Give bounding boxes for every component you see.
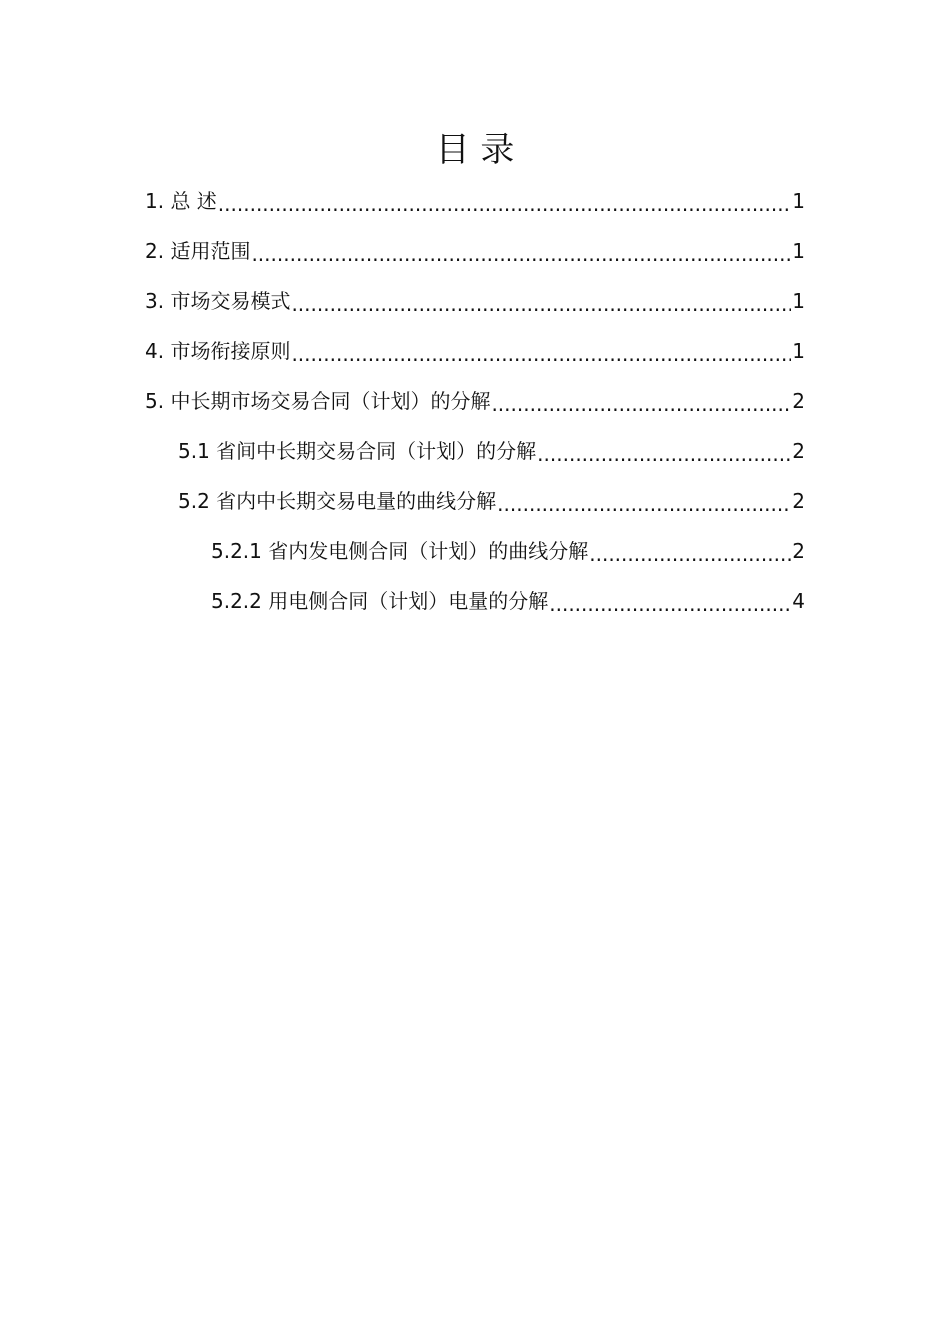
toc-dot-leader xyxy=(291,329,791,376)
toc-title: 目 录 xyxy=(435,130,515,170)
toc-entry[interactable] xyxy=(178,476,805,526)
toc-entry[interactable] xyxy=(178,426,805,476)
toc-entry-page: 2 xyxy=(792,389,805,413)
toc-dot-leader xyxy=(491,379,791,426)
toc-entry-text: 5.2 省内中长期交易电量的曲线分解 xyxy=(178,489,497,513)
toc-entry[interactable] xyxy=(145,176,805,226)
toc-entry[interactable] xyxy=(145,326,805,376)
toc-entry-text: 2. 适用范围 xyxy=(145,239,251,263)
toc-entry-text: 5.1 省间中长期交易合同（计划）的分解 xyxy=(178,439,537,463)
toc-entry-text: 5.2.1 省内发电侧合同（计划）的曲线分解 xyxy=(211,539,589,563)
toc-entry-text: 5.2.2 用电侧合同（计划）电量的分解 xyxy=(211,589,549,613)
toc-dot-leader xyxy=(497,479,791,526)
toc-dot-leader xyxy=(251,229,791,276)
toc-entry-page: 2 xyxy=(792,439,805,463)
toc-entry-page: 1 xyxy=(792,289,805,313)
toc-entry[interactable] xyxy=(145,376,805,426)
toc-entry-page: 2 xyxy=(792,489,805,513)
toc-dot-leader xyxy=(537,429,791,476)
toc-entry-page: 1 xyxy=(792,189,805,213)
toc-entry[interactable] xyxy=(211,526,805,576)
toc-entry-text: 3. 市场交易模式 xyxy=(145,289,291,313)
toc-entry-page: 4 xyxy=(792,589,805,613)
toc-dot-leader xyxy=(291,279,791,326)
toc-entry-text: 1. 总 述 xyxy=(145,189,217,213)
toc-entry[interactable] xyxy=(145,226,805,276)
toc-entry-page: 1 xyxy=(792,339,805,363)
toc-dot-leader xyxy=(218,179,791,226)
toc-entry[interactable] xyxy=(211,576,805,626)
toc-entry[interactable] xyxy=(145,276,805,326)
toc-entry-text: 4. 市场衔接原则 xyxy=(145,339,291,363)
toc-dot-leader xyxy=(549,579,791,626)
toc-entry-text: 5. 中长期市场交易合同（计划）的分解 xyxy=(145,389,491,413)
toc-entry-page: 1 xyxy=(792,239,805,263)
toc-entry-page: 2 xyxy=(792,539,805,563)
toc-dot-leader xyxy=(589,529,791,576)
